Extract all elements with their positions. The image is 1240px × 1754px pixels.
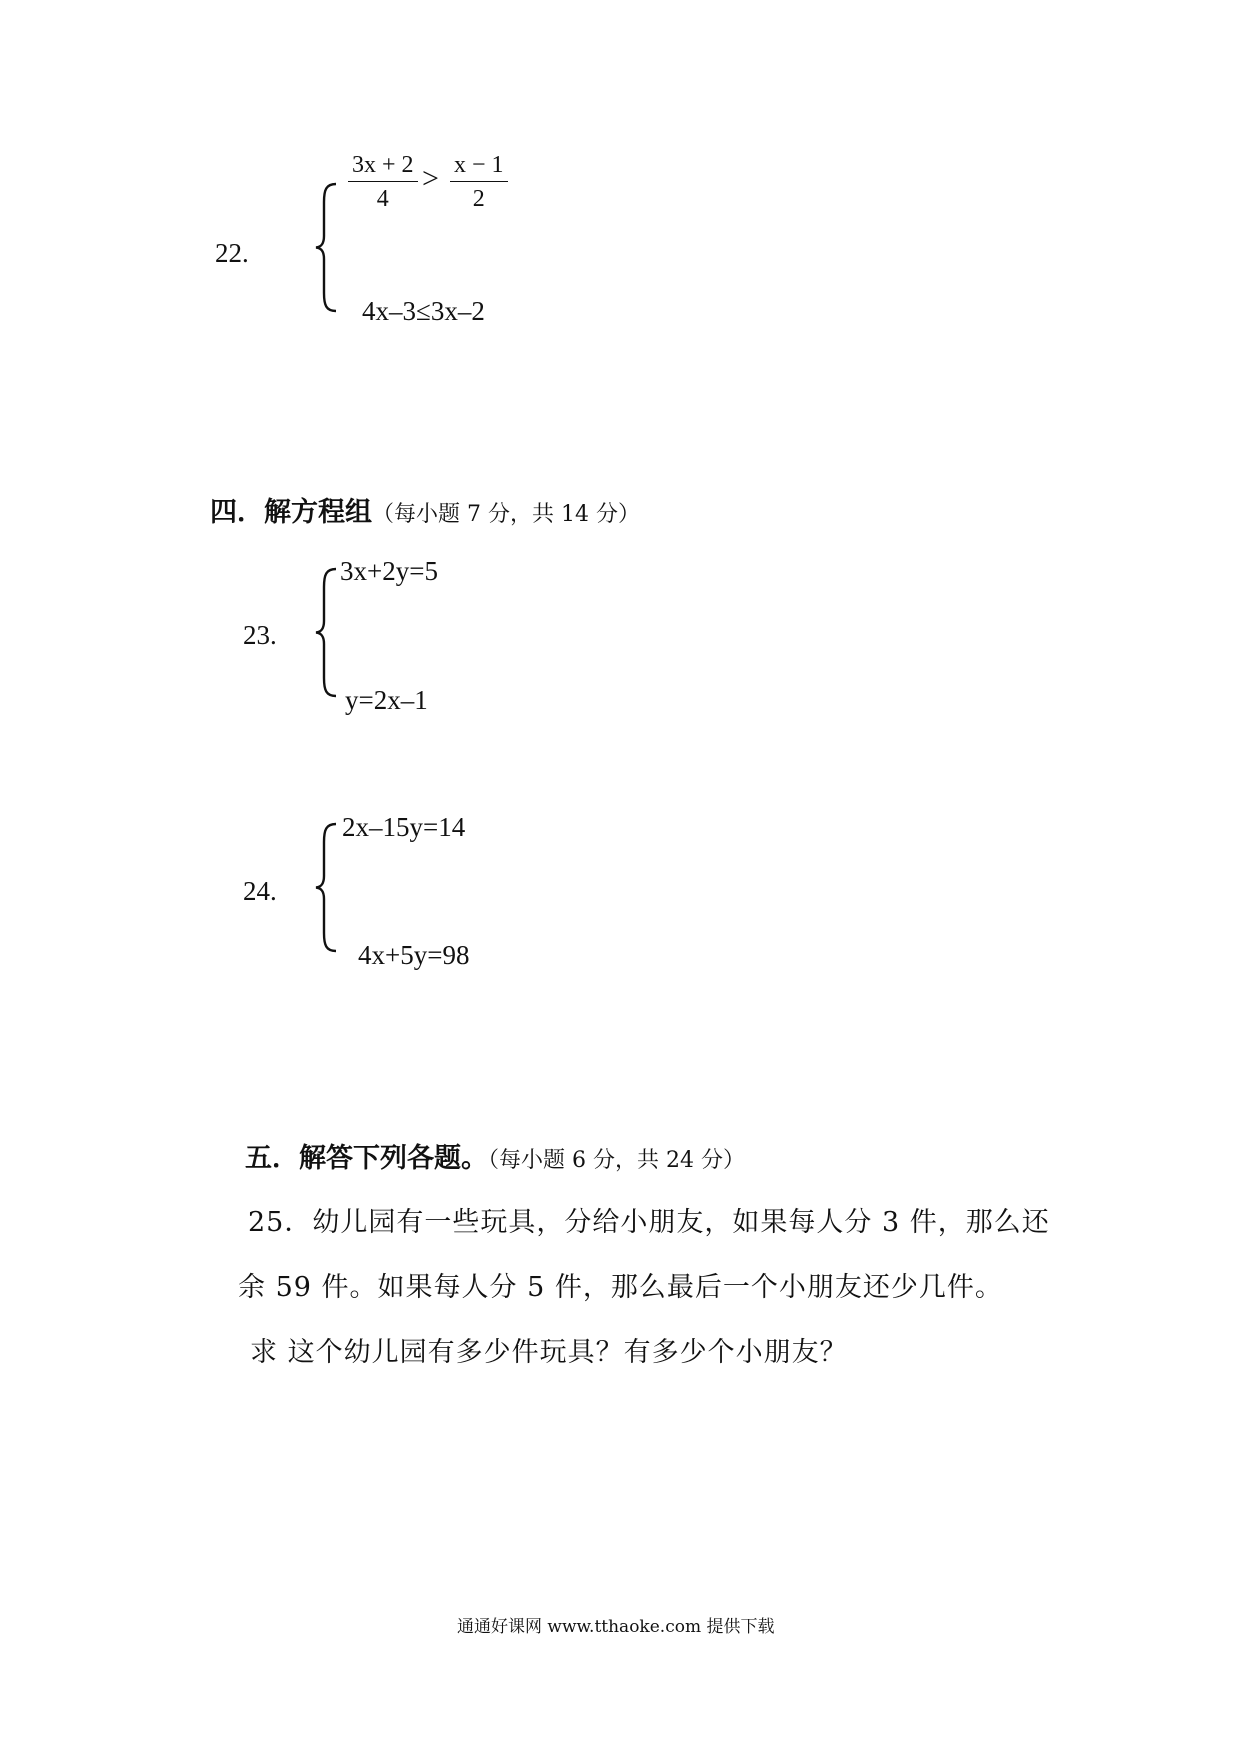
fraction-left-numerator: 3x + 2 — [352, 152, 414, 178]
fraction-right — [450, 152, 508, 213]
problem-24-number: 24. — [243, 876, 277, 906]
equation-24-line-2: 4x+5y=98 — [358, 940, 470, 970]
fraction-right-numerator: x − 1 — [454, 152, 504, 178]
equation-23-line-1: 3x+2y=5 — [340, 556, 438, 586]
section-5-note: （每小题 6 分，共 24 分） — [488, 1148, 745, 1173]
footer-text: 通通好课网 www.tthaoke.com 提供下载 — [457, 1617, 775, 1637]
section-5-heading — [245, 1136, 745, 1175]
section-4-title: 四．解方程组 — [210, 497, 372, 528]
problem-23-number: 23. — [243, 620, 277, 650]
inequality-line-2: 4x–3≤3x–2 — [362, 296, 485, 326]
equation-23-line-2: y=2x–1 — [345, 685, 428, 715]
section-4-note: （每小题 7 分，共 14 分） — [372, 502, 640, 527]
equation-24-line-1: 2x–15y=14 — [342, 812, 466, 842]
fraction-left-denominator: 4 — [376, 186, 389, 212]
problem-22-number: 22. — [215, 238, 249, 268]
fraction-left — [348, 152, 418, 213]
greater-than-sign: > — [422, 162, 439, 195]
brace-icon — [314, 565, 340, 700]
section-5-title: 五．解答下列各题。 — [245, 1143, 488, 1174]
brace-icon — [314, 180, 340, 315]
problem-25-line-3: 求 这个幼儿园有多少件玩具？有多少个小朋友？ — [250, 1337, 848, 1368]
problem-25-line-2: 余 59 件。如果每人分 5 件，那么最后一个小朋友还少几件。 — [238, 1272, 1003, 1303]
problem-25-line-1: 25．幼儿园有一些玩具，分给小朋友，如果每人分 3 件，那么还 — [248, 1207, 1050, 1238]
fraction-right-denominator: 2 — [472, 186, 485, 212]
brace-icon — [314, 820, 340, 955]
section-4-heading — [210, 490, 640, 529]
